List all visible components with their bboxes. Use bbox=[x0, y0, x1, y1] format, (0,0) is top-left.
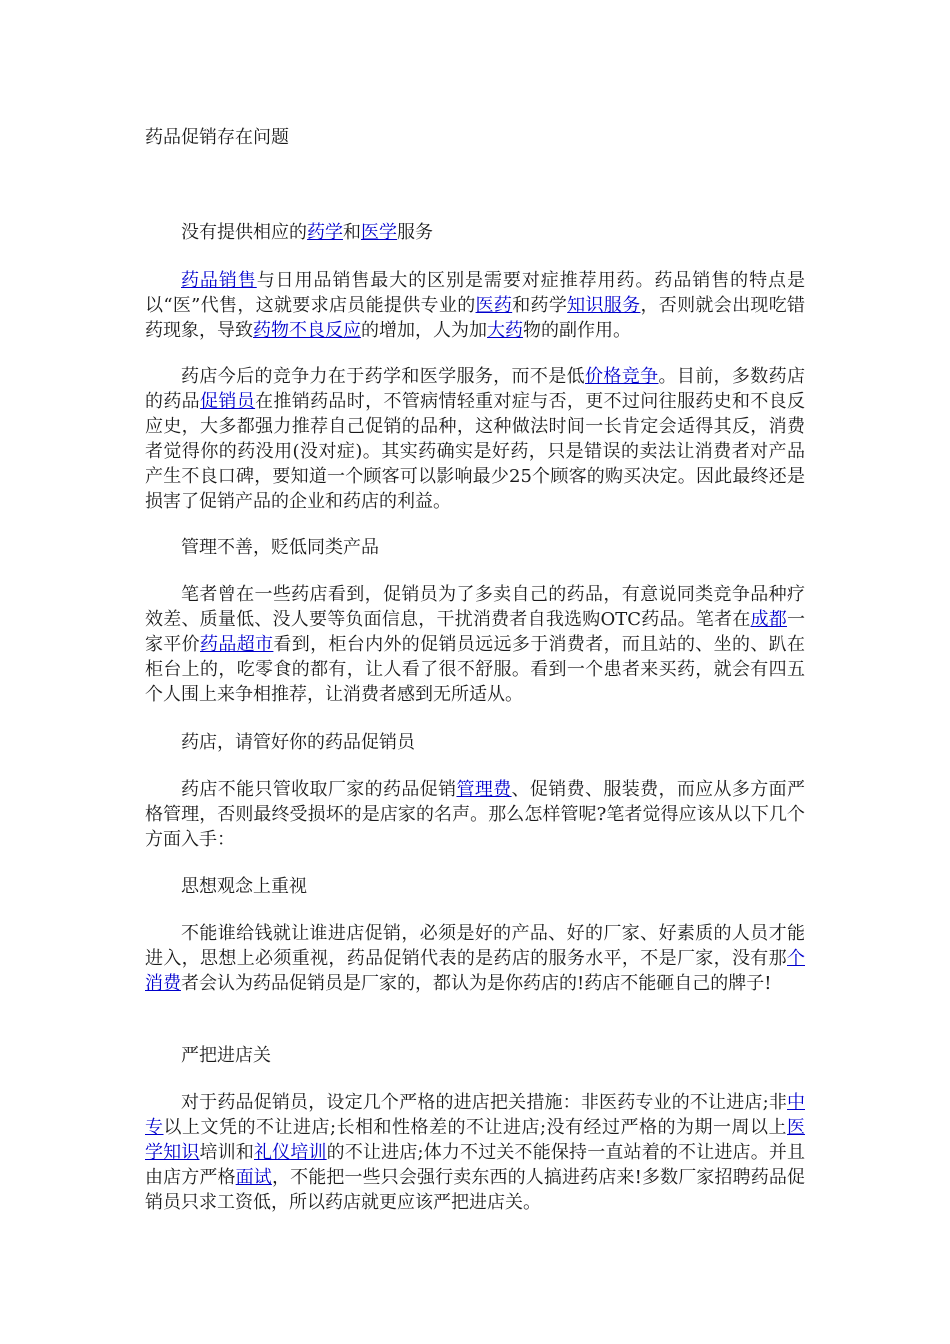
text-run: 管理不善，贬低同类产品 bbox=[181, 537, 379, 558]
inline-link[interactable]: 大药 bbox=[487, 320, 523, 341]
text-run: 的增加，人为加 bbox=[361, 320, 487, 341]
text-run: 笔者曾在一些药店看到，促销员为了多卖自己的药品，有意说同类竞争品种疗效差、质量低、没人要等负面信息，干扰消费者自我选购OTC药品。笔者在 bbox=[145, 584, 805, 630]
inline-link[interactable]: 价格竞争 bbox=[585, 366, 659, 387]
text-run: 药店不能只管收取厂家的药品促销 bbox=[181, 779, 457, 800]
text-run: 者会认为药品促销员是厂家的，都认为是你药店的!药店不能砸自己的牌子! bbox=[181, 973, 772, 994]
section-heading-pharmacy-service bbox=[145, 220, 805, 245]
text-run: 严把进店关 bbox=[181, 1045, 271, 1066]
inline-link[interactable]: 药品销售 bbox=[181, 270, 257, 291]
inline-link[interactable]: 医学知识 bbox=[145, 1117, 805, 1163]
text-run: 服务 bbox=[397, 222, 433, 243]
text-run: 、促销费、服装费，而应从多方面严格管理，否则最终受损坏的是店家的名声。那么怎样管呢?笔者觉得应该从以下几个方面入手： bbox=[145, 779, 805, 850]
inline-link[interactable]: 促销员 bbox=[200, 391, 256, 412]
inline-link[interactable]: 管理费 bbox=[456, 779, 512, 800]
inline-link[interactable]: 礼仪培训 bbox=[254, 1142, 327, 1163]
inline-link[interactable]: 中专 bbox=[145, 1092, 805, 1138]
text-run: 培训和 bbox=[199, 1142, 254, 1163]
text-run: 思想观念上重视 bbox=[181, 876, 307, 897]
section-heading-manage-promoters bbox=[145, 730, 805, 755]
inline-link[interactable]: 药物不良反应 bbox=[253, 320, 361, 341]
paragraph-competitiveness bbox=[145, 364, 805, 514]
text-run: ，不能把一些只会强行卖东西的人搞进药店来!多数厂家招聘药品促销员只求工资低，所以药店就更应该严把进店关。 bbox=[145, 1167, 806, 1213]
text-run: 对于药品促销员，设定几个严格的进店把关措施：非医药专业的不让进店;非 bbox=[181, 1092, 787, 1113]
inline-link[interactable]: 知识服务 bbox=[567, 295, 641, 316]
inline-link[interactable]: 医学 bbox=[361, 222, 397, 243]
text-run: 。目前，多数药店的药品 bbox=[145, 366, 806, 412]
text-run: 看到，柜台内外的促销员远远多于消费者，而且站的、坐的、趴在柜台上的，吃零食的都有，让人看了很不舒服。看到一个患者来买药，就会有四五个人围上来争相推荐，让消费者感到无所适从。 bbox=[145, 634, 806, 705]
section-heading-mindset bbox=[145, 874, 805, 899]
section-heading-poor-management bbox=[145, 535, 805, 560]
inline-link[interactable]: 面试 bbox=[235, 1167, 272, 1188]
text-run: 和 bbox=[343, 222, 361, 243]
inline-link[interactable]: 医药 bbox=[475, 295, 513, 316]
paragraph-entry-control bbox=[145, 1090, 805, 1215]
paragraph-drug-sales bbox=[145, 268, 805, 343]
text-run: 物的副作用。 bbox=[523, 320, 631, 341]
section-heading-entry-control bbox=[145, 1043, 805, 1068]
text-run: 不能谁给钱就让谁进店促销，必须是好的产品、好的厂家、好素质的人员才能进入，思想上必须重视，药品促销代表的是药店的服务水平，不是厂家，没有那 bbox=[145, 923, 805, 969]
inline-link[interactable]: 药学 bbox=[307, 222, 343, 243]
text-run: 和药学 bbox=[512, 295, 568, 316]
text-run: 在推销药品时，不管病情轻重对症与否，更不过问往服药史和不良反应史，大多都强力推荐自己促销的品种，这种做法时间一长肯定会适得其反，消费者觉得你的药没用(没对症)。其实药确实是好药，只是错误的卖法让消费者对产品产生不良口碑，要知道一个顾客可以影响最少25个顾客的购买决定。因此最终还是损害了促销产品的企业和药店的利益。 bbox=[145, 391, 806, 512]
text-run: 没有提供相应的 bbox=[181, 222, 307, 243]
text-run: 一家平价 bbox=[145, 609, 805, 655]
text-run: 以上文凭的不让进店;长相和性格差的不让进店;没有经过严格的为期一周以上 bbox=[163, 1117, 787, 1138]
text-run: 药店今后的竞争力在于药学和医学服务，而不是低 bbox=[181, 366, 585, 387]
document-title: 药品促销存在问题 bbox=[145, 127, 289, 148]
inline-link[interactable]: 成都 bbox=[750, 609, 787, 630]
text-run: ，否则就会出现吃错药现象，导致 bbox=[145, 295, 806, 341]
inline-link[interactable]: 个消费 bbox=[145, 948, 805, 994]
text-run: 与日用品销售最大的区别是需要对症推荐用药。药品销售的特点是以“医”代售，这就要求店员能提供专业的 bbox=[145, 270, 805, 316]
paragraph-management-fees bbox=[145, 777, 805, 852]
text-run: 药店，请管好你的药品促销员 bbox=[181, 732, 415, 753]
inline-link[interactable]: 药品超市 bbox=[200, 634, 274, 655]
paragraph-observation bbox=[145, 582, 805, 707]
paragraph-mindset bbox=[145, 921, 805, 996]
text-run: 的不让进店;体力不过关不能保持一直站着的不让进店。并且由店方严格 bbox=[145, 1142, 806, 1188]
